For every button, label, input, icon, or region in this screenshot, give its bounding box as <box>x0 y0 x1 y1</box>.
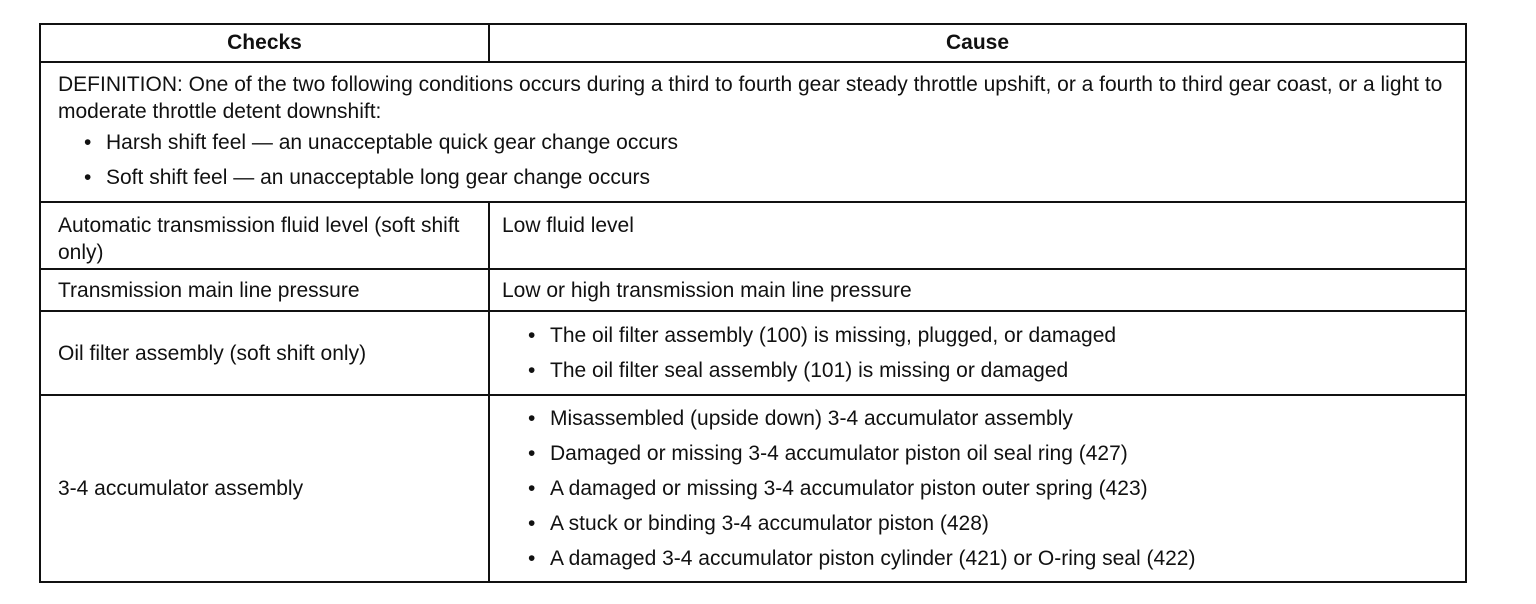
checks-column-header: Checks <box>41 25 490 61</box>
definition-row <box>41 63 1465 203</box>
definition-cell <box>41 63 1465 201</box>
diagnosis-table <box>39 23 1467 583</box>
definition-bullet: • Harsh shift feel — an unacceptable quick gear change occurs <box>58 125 1448 160</box>
table-row <box>41 312 1465 396</box>
cause-column-header: Cause <box>945 31 1010 54</box>
check-text: Oil filter assembly (soft shift only) <box>58 341 367 365</box>
definition-text: DEFINITION: One of the two following conditions occurs during a third to fourth gear steady throttle upshift, or a fourth to third gear coast, or a light to moderate throttle detent downshift: <box>58 73 1443 123</box>
cause-cell <box>490 312 1465 394</box>
definition-bullets <box>58 125 1448 195</box>
table-header-row <box>41 25 1465 63</box>
check-text: Transmission main line pressure <box>58 278 360 302</box>
check-cell <box>41 312 490 394</box>
cause-bullet: • Damaged or missing 3-4 accumulator piston oil seal ring (427) <box>502 436 1195 471</box>
check-cell: Automatic transmission fluid level (soft shift only) <box>41 203 490 268</box>
check-cell <box>41 270 490 310</box>
cause-bullet: • A damaged 3-4 accumulator piston cylinder (421) or O-ring seal (422) <box>502 541 1195 576</box>
cause-bullet: • A stuck or binding 3-4 accumulator piston (428) <box>502 506 1195 541</box>
check-cell <box>41 396 490 581</box>
cause-bullet: • The oil filter seal assembly (101) is missing or damaged <box>502 353 1116 388</box>
check-text: 3-4 accumulator assembly <box>58 477 304 500</box>
cause-cell: Low fluid level <box>502 214 634 237</box>
cause-cell <box>490 396 1465 581</box>
cause-cell <box>490 270 1465 310</box>
definition-bullet: • Soft shift feel — an unacceptable long gear change occurs <box>58 160 1448 195</box>
table-row <box>41 203 1465 270</box>
table-row <box>41 396 1465 581</box>
cause-bullet: • A damaged or missing 3-4 accumulator piston outer spring (423) <box>502 471 1195 506</box>
cause-bullets <box>502 401 1195 576</box>
table-row <box>41 270 1465 312</box>
cause-text: Low or high transmission main line pressure <box>502 278 912 302</box>
cause-bullets <box>502 318 1116 388</box>
cause-bullet: • Misassembled (upside down) 3-4 accumulator assembly <box>502 401 1195 436</box>
cause-bullet: • The oil filter assembly (100) is missing, plugged, or damaged <box>502 318 1116 353</box>
